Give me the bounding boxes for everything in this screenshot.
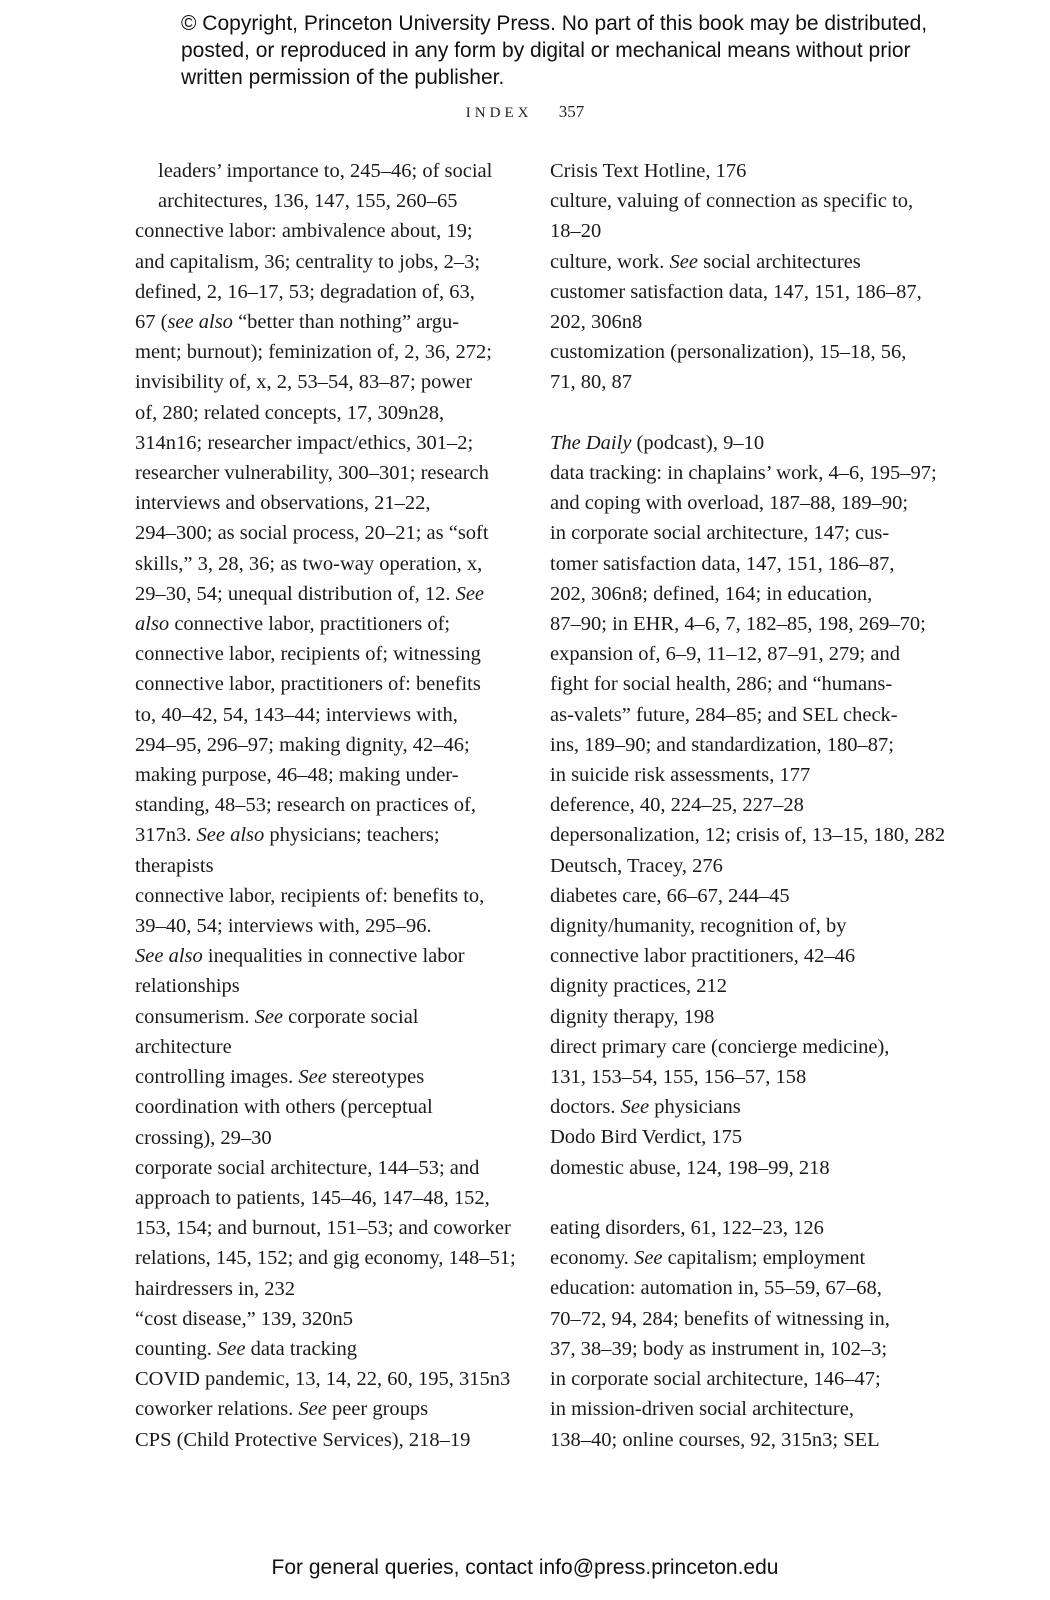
- text-segment: culture, valuing of connection as specific to,: [550, 190, 914, 213]
- text-segment: relations, 145, 152; and gig economy, 148–51;: [135, 1247, 516, 1270]
- italic-segment: The Daily: [550, 431, 632, 454]
- index-entry: [550, 1243, 928, 1273]
- index-entry-line: [135, 881, 510, 911]
- running-head: [0, 100, 1050, 125]
- italic-segment: also: [135, 613, 170, 636]
- index-entry-line: [550, 1425, 928, 1455]
- text-segment: as-valets” future, 284–85; and SEL check-: [550, 703, 898, 726]
- index-entry: [135, 669, 510, 880]
- index-entry-line: [135, 851, 510, 881]
- italic-segment: See: [634, 1247, 663, 1270]
- index-entry-line: [550, 1032, 928, 1062]
- index-entry: [135, 1394, 510, 1424]
- index-entry-line: [550, 1304, 928, 1334]
- text-segment: expansion of, 6–9, 11–12, 87–91, 279; and: [550, 643, 900, 666]
- text-segment: and coping with overload, 187–88, 189–90;: [550, 492, 909, 515]
- index-entry-line: [135, 549, 510, 579]
- index-entry-line: [550, 669, 928, 699]
- text-segment: inequalities in connective labor: [202, 945, 465, 968]
- text-segment: data tracking: in chaplains’ work, 4–6, 195–97;: [550, 462, 937, 485]
- index-entry: [550, 911, 928, 971]
- index-entry: [135, 1334, 510, 1364]
- text-segment: 317n3.: [135, 824, 197, 847]
- text-segment: 39–40, 54; interviews with, 295–96.: [135, 915, 432, 938]
- index-entry-line: [135, 277, 510, 307]
- text-segment: in suicide risk assessments, 177: [550, 764, 811, 787]
- index-entry: [550, 428, 928, 458]
- text-segment: 29–30, 54; unequal distribution of, 12.: [135, 582, 456, 605]
- index-entry-line: [550, 911, 928, 941]
- text-segment: “better than nothing” argu-: [232, 311, 460, 334]
- text-segment: physicians; teachers;: [264, 824, 440, 847]
- index-entry-line: [135, 820, 510, 850]
- index-entry: [550, 277, 928, 337]
- index-entry-line: [158, 186, 510, 216]
- index-entry-line: [135, 579, 510, 609]
- text-segment: corporate social: [283, 1005, 419, 1028]
- text-segment: physicians: [649, 1096, 741, 1119]
- index-entry-line: [135, 488, 510, 518]
- index-entry-line: [135, 428, 510, 458]
- index-entry-line: [135, 1123, 510, 1153]
- index-entry: [550, 186, 928, 246]
- index-entry-line: [550, 549, 928, 579]
- index-entry-line: [550, 851, 928, 881]
- index-entry-line: [135, 911, 510, 941]
- text-segment: economy.: [550, 1247, 635, 1270]
- index-entry: [550, 820, 946, 850]
- index-entry: [135, 1364, 510, 1394]
- italic-segment: See: [620, 1096, 650, 1119]
- index-entry: [550, 247, 928, 277]
- text-segment: peer groups: [326, 1398, 429, 1421]
- index-entry-line: [135, 458, 510, 488]
- index-entry-line: [135, 1153, 510, 1183]
- index-entry-line: [550, 216, 928, 246]
- text-segment: depersonalization, 12; crisis of, 13–15, 180, 282: [550, 824, 946, 847]
- index-entry: [550, 1213, 928, 1243]
- index-entry-line: [550, 1364, 928, 1394]
- italic-segment: See: [669, 250, 698, 273]
- index-entry-line: [550, 609, 928, 639]
- index-entry-line: [550, 337, 928, 367]
- index-entry-line: [135, 730, 510, 760]
- text-segment: hairdressers in, 232: [135, 1277, 295, 1300]
- text-segment: invisibility of, x, 2, 53–54, 83–87; power: [135, 371, 473, 394]
- index-entry: [135, 1153, 516, 1304]
- index-entry-line: [135, 609, 510, 639]
- index-entry-line: [135, 1274, 510, 1304]
- index-entry-line: [550, 760, 928, 790]
- index-entry: [550, 458, 937, 790]
- text-segment: skills,” 3, 28, 36; as two-way operation, x,: [135, 552, 483, 575]
- text-segment: customer satisfaction data, 147, 151, 186–87,: [550, 280, 922, 303]
- index-entry-line: [135, 941, 510, 971]
- text-segment: 67 (: [135, 311, 168, 334]
- index-entry: [135, 216, 510, 669]
- text-segment: crossing), 29–30: [135, 1126, 272, 1149]
- index-entry-line: [550, 820, 946, 850]
- index-entry-line: [550, 518, 928, 548]
- index-entry: [550, 156, 928, 186]
- index-entry-line: [550, 428, 928, 458]
- index-column-right: [550, 156, 946, 1455]
- text-segment: 131, 153–54, 155, 156–57, 158: [550, 1066, 807, 1089]
- index-entry-line: [550, 458, 937, 488]
- letter-section-gap: [550, 1183, 928, 1213]
- index-entry-line: [550, 1334, 928, 1364]
- index-entry-line: [135, 1243, 516, 1273]
- text-segment: CPS (Child Protective Services), 218–19: [135, 1428, 471, 1451]
- index-entry: [135, 881, 510, 1002]
- text-segment: connective labor, practitioners of: benefits: [135, 673, 481, 696]
- index-entry: [135, 1062, 510, 1092]
- index-entry-line: [135, 1062, 510, 1092]
- index-entry-line: [135, 760, 510, 790]
- text-segment: domestic abuse, 124, 198–99, 218: [550, 1156, 830, 1179]
- index-entry-line: [550, 941, 928, 971]
- italic-segment: See: [254, 1005, 284, 1028]
- text-segment: dignity/humanity, recognition of, by: [550, 915, 847, 938]
- index-entry-line: [550, 1243, 928, 1273]
- text-segment: in mission-driven social architecture,: [550, 1398, 854, 1421]
- index-entry-line: [550, 1153, 928, 1183]
- text-segment: 18–20: [550, 220, 602, 243]
- index-entry: [550, 851, 928, 881]
- index-entry-line: [550, 1394, 928, 1424]
- index-entry-line: [135, 367, 510, 397]
- index-entry-line: [135, 1032, 510, 1062]
- index-entry: [135, 1425, 510, 1455]
- text-segment: of, 280; related concepts, 17, 309n28,: [135, 401, 445, 424]
- text-segment: diabetes care, 66–67, 244–45: [550, 884, 790, 907]
- text-segment: 71, 80, 87: [550, 371, 632, 394]
- text-segment: customization (personalization), 15–18, 56,: [550, 341, 907, 364]
- text-segment: connective labor practitioners, 42–46: [550, 945, 856, 968]
- text-segment: 87–90; in EHR, 4–6, 7, 182–85, 198, 269–70;: [550, 613, 926, 636]
- index-entry-line: [550, 1092, 928, 1122]
- italic-segment: See: [298, 1398, 327, 1421]
- italic-segment: see also: [167, 311, 233, 334]
- index-entry-line: [135, 669, 510, 699]
- text-segment: “cost disease,” 139, 320n5: [135, 1307, 354, 1330]
- index-entry-line: [550, 1122, 928, 1152]
- text-segment: and capitalism, 36; centrality to jobs, 2–3;: [135, 250, 481, 273]
- text-segment: 294–300; as social process, 20–21; as “soft: [135, 522, 489, 545]
- index-entry: [550, 1153, 928, 1183]
- text-segment: stereotypes: [326, 1066, 425, 1089]
- italic-segment: See also: [135, 945, 203, 968]
- italic-segment: See: [455, 582, 485, 605]
- running-head-title: INDEX: [465, 105, 533, 121]
- text-segment: relationships: [135, 975, 240, 998]
- index-entry-line: [550, 367, 928, 397]
- index-entry: [550, 1002, 928, 1032]
- text-segment: capitalism; employment: [662, 1247, 866, 1270]
- index-entry-line: [550, 790, 928, 820]
- index-entry-line: [135, 216, 510, 246]
- text-segment: 202, 306n8; defined, 164; in education,: [550, 582, 873, 605]
- text-segment: architecture: [135, 1035, 232, 1058]
- index-entry: [135, 1092, 510, 1152]
- copyright-notice: © Copyright, Princeton University Press. No part of this book may be distributed, posted, or reproduced in any form by digital or mechanical means without prior written permission of the publisher.: [181, 12, 928, 89]
- footer-contact: For general queries, contact info@press.princeton.edu: [271, 1556, 779, 1579]
- text-segment: 70–72, 94, 284; benefits of witnessing in,: [550, 1307, 890, 1330]
- text-segment: 138–40; online courses, 92, 315n3; SEL: [550, 1428, 880, 1451]
- italic-segment: See: [217, 1337, 246, 1360]
- index-entry-line: [550, 307, 928, 337]
- index-entry: [550, 337, 928, 397]
- text-segment: in corporate social architecture, 147; cus-: [550, 522, 890, 545]
- index-entry: [550, 1122, 928, 1152]
- index-entry-continued: [135, 156, 510, 216]
- index-entry-line: [135, 1394, 510, 1424]
- text-segment: controlling images.: [135, 1066, 299, 1089]
- text-segment: counting.: [135, 1337, 217, 1360]
- text-segment: connective labor, recipients of: benefits to,: [135, 884, 485, 907]
- index-entry-line: [550, 971, 928, 1001]
- index-entry-line: [550, 881, 928, 911]
- text-segment: ins, 189–90; and standardization, 180–87;: [550, 733, 894, 756]
- text-segment: deference, 40, 224–25, 227–28: [550, 794, 804, 817]
- text-segment: corporate social architecture, 144–53; and: [135, 1156, 480, 1179]
- text-segment: Deutsch, Tracey, 276: [550, 854, 723, 877]
- text-segment: in corporate social architecture, 146–47;: [550, 1368, 881, 1391]
- index-entry-line: [550, 639, 928, 669]
- index-entry-line: [550, 1273, 928, 1303]
- text-segment: dignity therapy, 198: [550, 1005, 715, 1028]
- index-entry-line: [550, 700, 928, 730]
- text-segment: architectures, 136, 147, 155, 260–65: [158, 190, 458, 213]
- italic-segment: See: [298, 1066, 327, 1089]
- index-entry-line: [550, 277, 928, 307]
- text-segment: standing, 48–53; research on practices of,: [135, 794, 476, 817]
- text-segment: 314n16; researcher impact/ethics, 301–2;: [135, 431, 474, 454]
- text-segment: education: automation in, 55–59, 67–68,: [550, 1277, 882, 1300]
- text-segment: 37, 38–39; body as instrument in, 102–3;: [550, 1337, 888, 1360]
- text-segment: 294–95, 296–97; making dignity, 42–46;: [135, 733, 470, 756]
- index-entry-line: [550, 579, 928, 609]
- text-segment: Dodo Bird Verdict, 175: [550, 1126, 743, 1149]
- index-entry: [550, 1032, 928, 1092]
- index-entry-line: [135, 1425, 510, 1455]
- index-entry: [550, 1092, 928, 1122]
- index-entry-line: [550, 247, 928, 277]
- text-segment: making purpose, 46–48; making under-: [135, 764, 459, 787]
- index-entry-line: [135, 247, 510, 277]
- index-entry-line: [158, 156, 510, 186]
- letter-section-gap: [550, 398, 928, 428]
- text-segment: researcher vulnerability, 300–301; research: [135, 462, 489, 485]
- text-segment: direct primary care (concierge medicine),: [550, 1035, 890, 1058]
- text-segment: defined, 2, 16–17, 53; degradation of, 63,: [135, 280, 475, 303]
- index-entry: [135, 1304, 510, 1334]
- index-entry: [550, 1273, 928, 1454]
- index-entry-line: [550, 1213, 928, 1243]
- text-segment: eating disorders, 61, 122–23, 126: [550, 1217, 824, 1240]
- index-entry-line: [135, 1304, 510, 1334]
- index-entry-line: [135, 1364, 511, 1394]
- index-entry: [550, 790, 928, 820]
- index-entry: [135, 1002, 510, 1062]
- text-segment: coordination with others (perceptual: [135, 1096, 433, 1119]
- index-entry-line: [550, 156, 928, 186]
- italic-segment: See also: [196, 824, 265, 847]
- text-segment: tomer satisfaction data, 147, 151, 186–87,: [550, 552, 895, 575]
- index-entry-line: [550, 1002, 928, 1032]
- text-segment: to, 40–42, 54, 143–44; interviews with,: [135, 703, 458, 726]
- index-entry: [550, 881, 928, 911]
- index-entry-line: [550, 186, 928, 216]
- index-entry-line: [550, 1062, 928, 1092]
- index-entry-line: [550, 730, 928, 760]
- text-segment: therapists: [135, 854, 214, 877]
- index-entry-line: [135, 1092, 510, 1122]
- text-segment: leaders’ importance to, 245–46; of social: [158, 160, 493, 182]
- index-entry-line: [135, 790, 510, 820]
- index-entry: [550, 971, 928, 1001]
- text-segment: 153, 154; and burnout, 151–53; and coworker: [135, 1217, 511, 1240]
- index-column-left: [135, 156, 516, 1455]
- index-entry-line: [135, 639, 510, 669]
- index-entry-line: [135, 1002, 510, 1032]
- text-segment: dignity practices, 212: [550, 975, 728, 998]
- index-entry-line: [135, 971, 510, 1001]
- text-segment: interviews and observations, 21–22,: [135, 492, 431, 515]
- index-entry-line: [135, 398, 510, 428]
- index-entry-line: [135, 518, 510, 548]
- text-segment: coworker relations.: [135, 1398, 299, 1421]
- text-segment: 202, 306n8: [550, 311, 643, 334]
- index-entry-line: [135, 307, 510, 337]
- index-entry-line: [135, 700, 510, 730]
- index-entry-line: [135, 337, 510, 367]
- index-entry-line: [550, 488, 928, 518]
- text-segment: connective labor, recipients of; witnessing: [135, 643, 481, 666]
- index-entry-line: [135, 1334, 510, 1364]
- text-segment: COVID pandemic, 13, 14, 22, 60, 195, 315n3: [135, 1368, 511, 1391]
- text-segment: consumerism.: [135, 1005, 255, 1028]
- text-segment: connective labor: ambivalence about, 19;: [135, 220, 473, 243]
- index-entry-line: [135, 1213, 511, 1243]
- text-segment: ment; burnout); feminization of, 2, 36, 272;: [135, 341, 492, 364]
- text-segment: connective labor, practitioners of;: [169, 613, 451, 636]
- text-segment: fight for social health, 286; and “humans-: [550, 673, 893, 696]
- text-segment: culture, work.: [550, 250, 670, 273]
- text-segment: doctors.: [550, 1096, 621, 1119]
- text-segment: (podcast), 9–10: [631, 431, 765, 454]
- text-segment: approach to patients, 145–46, 147–48, 152,: [135, 1186, 490, 1209]
- index-entry-line: [135, 1183, 510, 1213]
- text-segment: Crisis Text Hotline, 176: [550, 160, 747, 182]
- page-number: 357: [558, 102, 585, 121]
- text-segment: social architectures: [698, 250, 861, 273]
- text-segment: data tracking: [245, 1337, 358, 1360]
